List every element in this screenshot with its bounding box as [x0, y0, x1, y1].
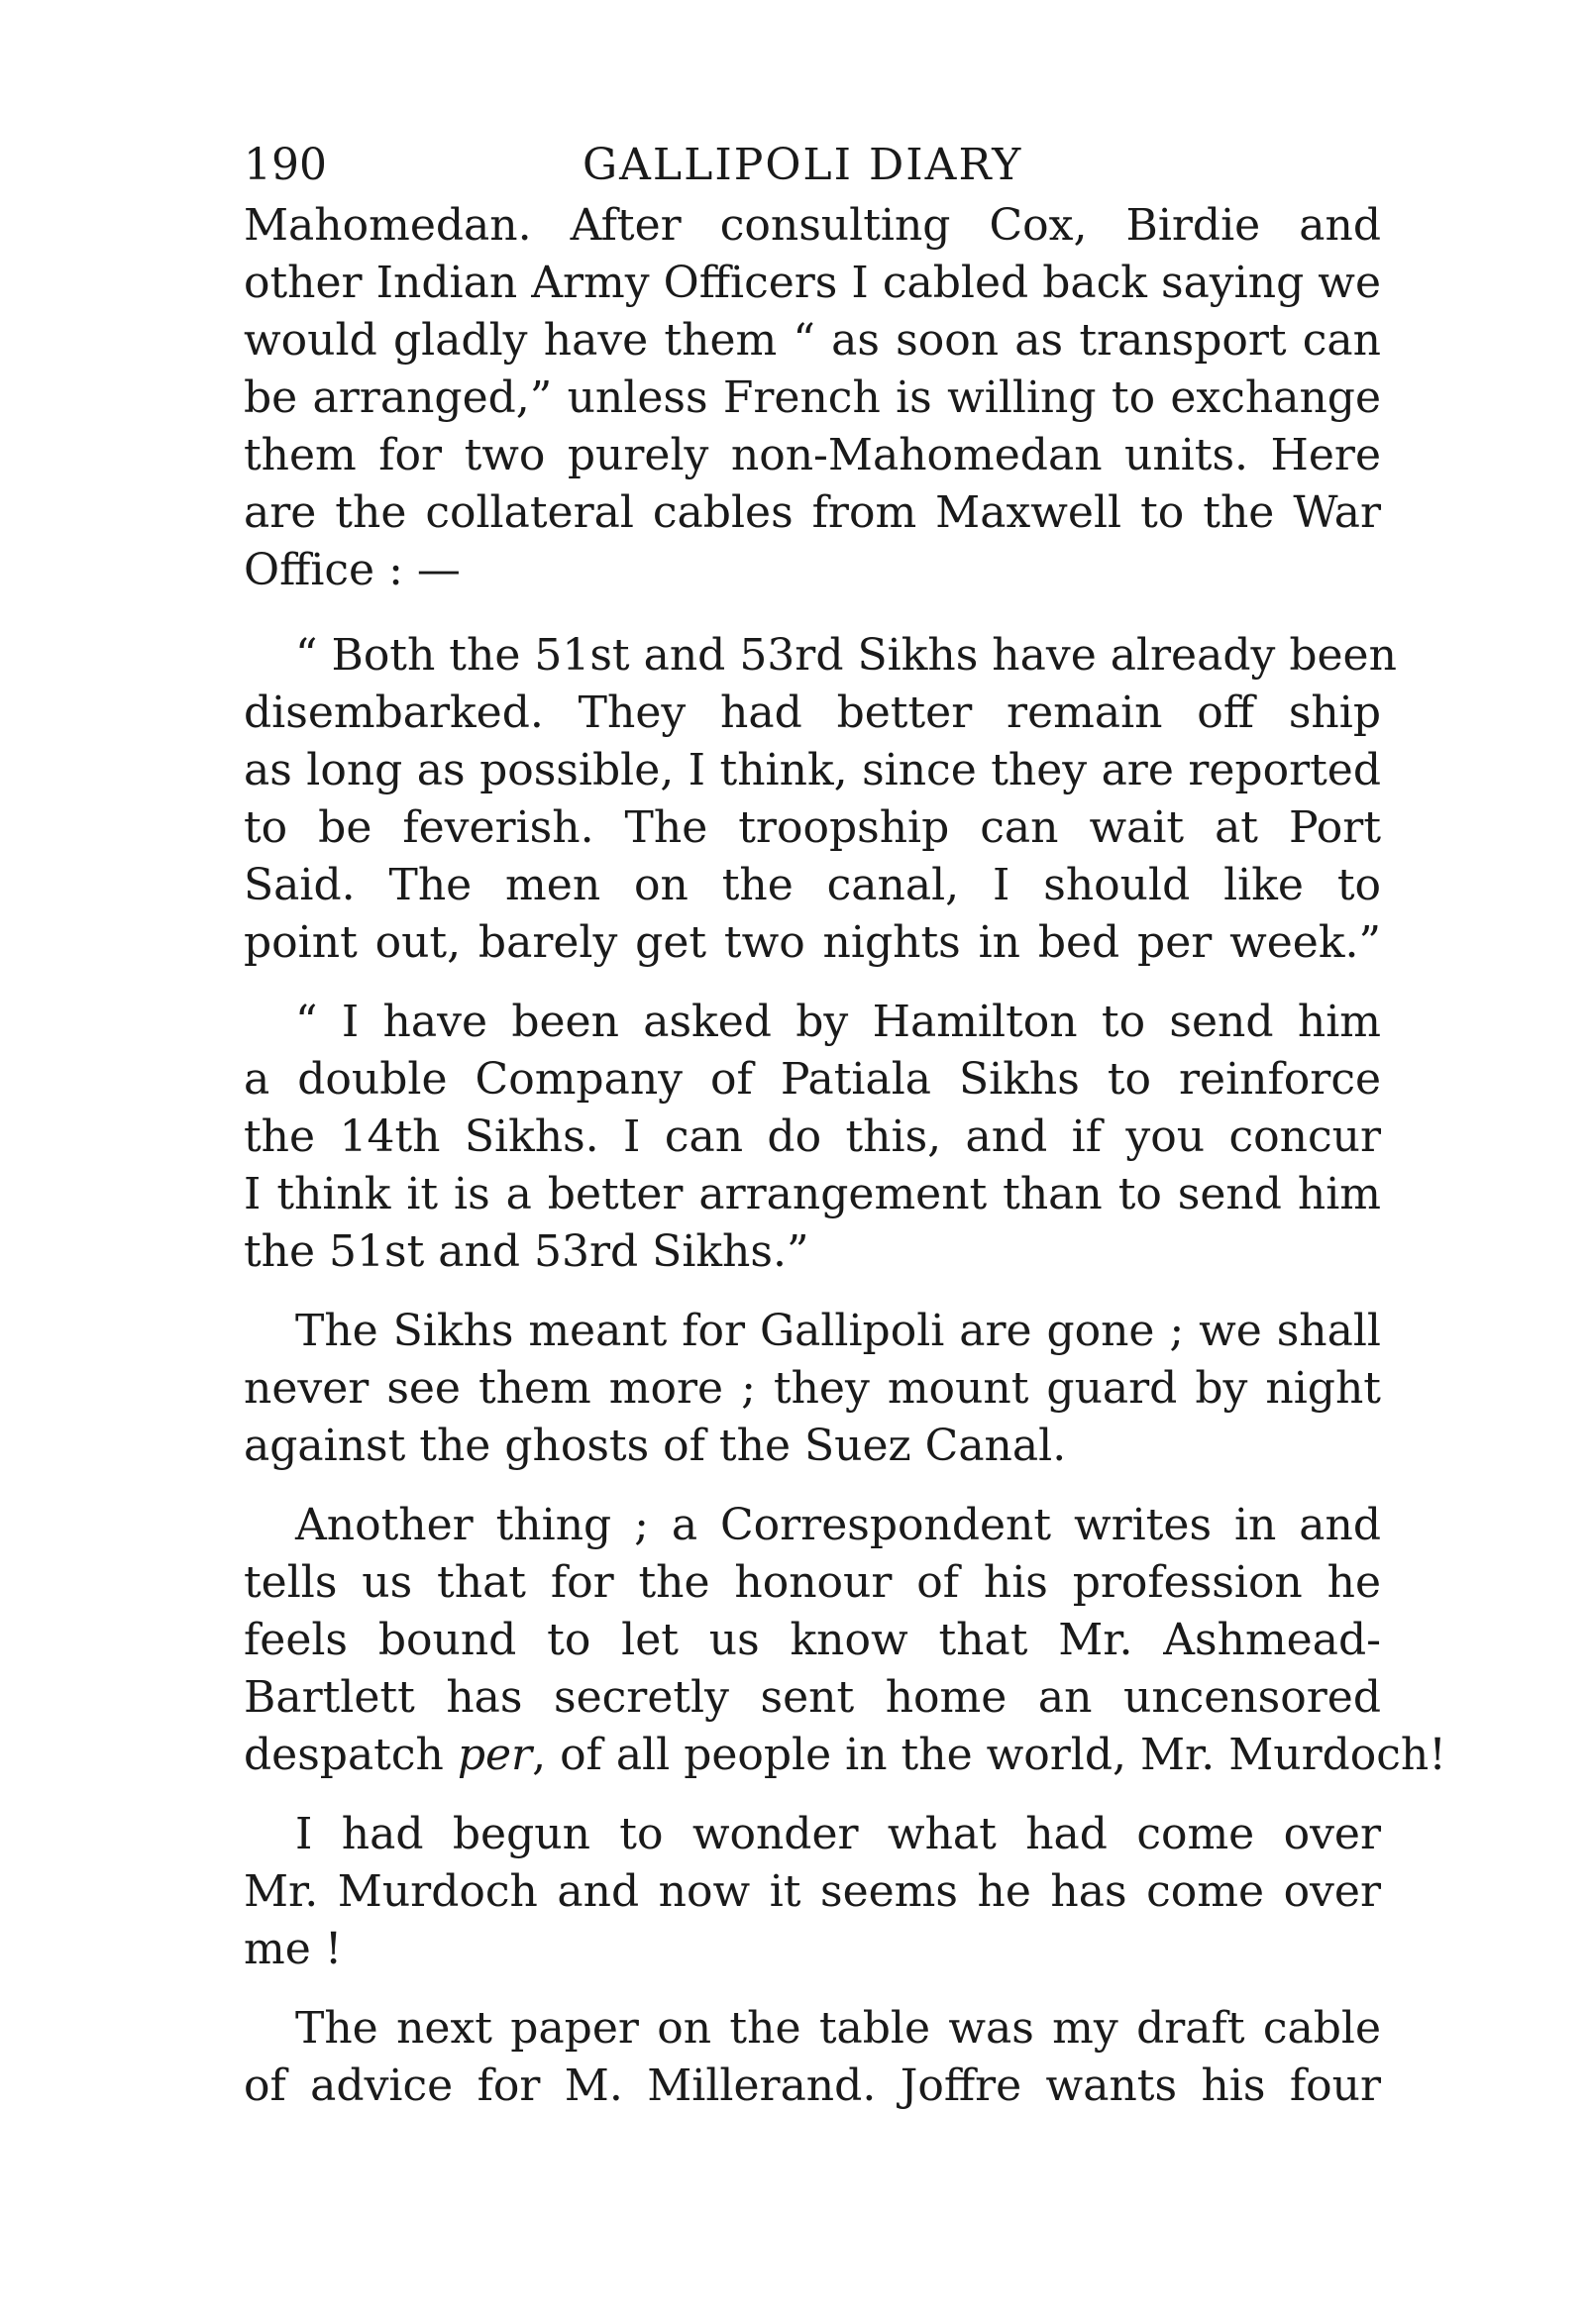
paragraph: [244, 1497, 1446, 1784]
book-page: [244, 134, 1446, 2115]
text-line: of advice for M. Millerand. Joffre wants his four: [244, 2060, 1381, 2111]
text-line: to be feverish. The troopship can wait at Port: [244, 802, 1381, 853]
text-line: are the collateral cables from Maxwell to the War: [244, 487, 1381, 538]
text-line: Said. The men on the canal, I should like to: [244, 860, 1381, 910]
running-title: GALLIPOLI DIARY: [583, 140, 1023, 190]
paragraph: [244, 1303, 1381, 1475]
text-line: Another thing ; a Correspondent writes in and: [295, 1500, 1381, 1550]
text-line: as long as possible, I think, since they are reported: [244, 745, 1381, 795]
text-line: “ I have been asked by Hamilton to send him: [295, 997, 1381, 1047]
text-line: Office : —: [244, 545, 461, 595]
text-line: be arranged,” unless French is willing to exchange: [244, 372, 1381, 423]
text-line: would gladly have them “ as soon as transport can: [244, 315, 1381, 366]
text-line: Bartlett has secretly sent home an uncensored: [244, 1672, 1381, 1723]
text-line: Mr. Murdoch and now it seems he has come over: [244, 1866, 1381, 1917]
text-line: disembarked. They had better remain off ship: [244, 687, 1381, 738]
text-line: other Indian Army Officers I cabled back saying we: [244, 258, 1381, 308]
text-line: never see them more ; they mount guard by night: [244, 1363, 1381, 1414]
text-line: [244, 1727, 1446, 1784]
paragraph: [244, 197, 1381, 599]
text-line: against the ghosts of the Suez Canal.: [244, 1421, 1067, 1471]
text-line: The next paper on the table was my draft cable: [295, 2003, 1381, 2054]
emphasis-text: per: [457, 1730, 533, 1780]
text-line: me !: [244, 1924, 343, 1974]
paragraph: [244, 2000, 1381, 2115]
body-text: [244, 197, 1446, 2115]
text-fragment: , of all people in the world, Mr. Murdoch!: [532, 1730, 1446, 1780]
text-line: feels bound to let us know that Mr. Ashmead-: [244, 1615, 1381, 1665]
text-line: the 51st and 53rd Sikhs.”: [244, 1226, 809, 1277]
text-line: “ Both the 51st and 53rd Sikhs have already been: [295, 630, 1397, 681]
text-fragment: despatch: [244, 1730, 458, 1780]
text-line: tells us that for the honour of his profession he: [244, 1557, 1381, 1608]
text-line: I had begun to wonder what had come over: [295, 1809, 1381, 1859]
running-head: [244, 134, 1381, 197]
text-line: the 14th Sikhs. I can do this, and if you concur: [244, 1111, 1381, 1162]
text-line: I think it is a better arrangement than to send him: [244, 1169, 1381, 1219]
paragraph: [244, 1806, 1381, 1978]
text-line: The Sikhs meant for Gallipoli are gone ; we shall: [295, 1306, 1381, 1356]
text-line: Mahomedan. After consulting Cox, Birdie and: [244, 200, 1381, 251]
text-line: point out, barely get two nights in bed per week.”: [244, 917, 1381, 968]
page-number: 190: [244, 140, 327, 190]
text-line: them for two purely non-Mahomedan units. Here: [244, 430, 1381, 480]
quoted-cable: [244, 994, 1381, 1281]
text-line: a double Company of Patiala Sikhs to reinforce: [244, 1054, 1381, 1105]
quoted-cable: [244, 627, 1397, 972]
